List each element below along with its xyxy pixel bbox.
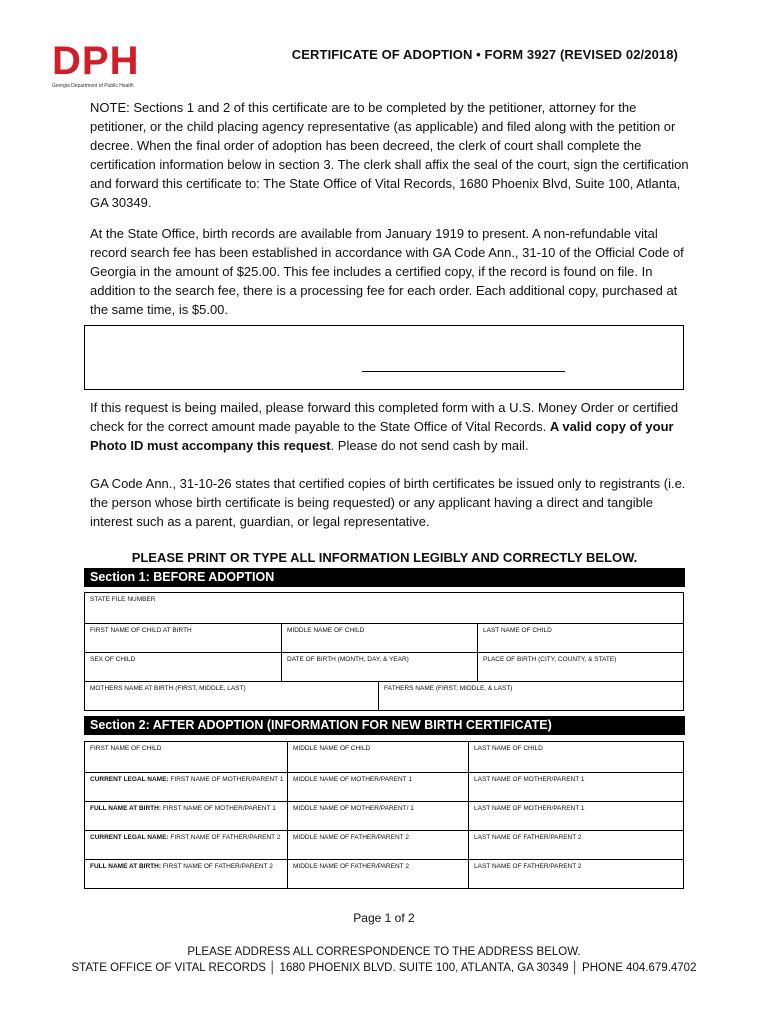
child-middle-name-field[interactable]: MIDDLE NAME OF CHILD [281,624,477,652]
table-row [85,652,683,681]
father-first-label: FIRST NAME OF FATHER/PARENT 2 [168,834,281,841]
child-first-name-field[interactable]: FIRST NAME OF CHILD AT BIRTH [90,627,192,634]
table-row [85,830,683,859]
logo-subtitle: Georgia Department of Public Health [52,83,134,89]
father-current-first-name-field[interactable] [85,831,287,859]
father-birth-middle-name-field[interactable]: MIDDLE NAME OF FATHER/PARENT 2 [287,860,468,888]
current-legal-name-label: CURRENT LEGAL NAME: [90,776,169,783]
section1-table [84,592,684,711]
father-current-middle-name-field[interactable]: MIDDLE NAME OF FATHER/PARENT 2 [287,831,468,859]
section1-header: Section 1: BEFORE ADOPTION [84,568,685,587]
new-child-middle-name-field[interactable]: MIDDLE NAME OF CHILD [287,742,468,772]
state-office-paragraph: At the State Office, birth records are available from January 1919 to present. A non-refundable vital record search fee has been established in accordance with GA Code Ann., 31-10 of the Official Code of Georgia in the amount of $25.00. This fee includes a certified copy, if the record is found on file. In addition to the search fee, there is a processing fee for each order. Each additional copy, purchased at the same time, is $5.00. [90,226,684,317]
form-title: CERTIFICATE OF ADOPTION • FORM 3927 (REVISED 02/2018) [291,47,678,62]
father-first-label: FIRST NAME OF FATHER/PARENT 2 [161,863,273,870]
signature-line [362,371,565,372]
full-name-at-birth-label: FULL NAME AT BIRTH: [90,805,162,812]
child-sex-field[interactable]: SEX OF CHILD [90,656,136,663]
table-row [85,859,683,888]
current-legal-name-label: CURRENT LEGAL NAME: [90,834,169,841]
section2-table [84,741,684,889]
mailing-paragraph [90,398,690,455]
print-instruction: PLEASE PRINT OR TYPE ALL INFORMATION LEGIBLY AND CORRECTLY BELOW. [131,550,638,565]
signature-box[interactable] [84,325,684,390]
table-row [85,742,683,772]
page-number: Page 1 of 2 [353,911,415,925]
full-name-at-birth-label: FULL NAME AT BIRTH: [90,863,162,870]
mother-birth-first-name-field[interactable] [85,802,287,830]
mother-current-middle-name-field[interactable]: MIDDLE NAME OF MOTHER/PARENT 1 [287,773,468,801]
mother-first-label: FIRST NAME OF MOTHER/PARENT 1 [161,805,276,812]
mailing-text-2: . Please do not send cash by mail. [330,438,529,453]
footer-correspondence: PLEASE ADDRESS ALL CORRESPONDENCE TO THE ADDRESS BELOW. [187,946,581,958]
date-of-birth-field[interactable]: DATE OF BIRTH (MONTH, DAY, & YEAR) [281,653,477,681]
table-row [85,772,683,801]
code-paragraph: GA Code Ann., 31-10-26 states that certified copies of birth certificates be issued only to registrants (i.e. the person whose birth certificate is being requested) or any applicant having a direct and tangible interest such as a parent, guardian, or legal representative. [90,476,686,529]
mailing-text-1: If this request is being mailed, please forward this completed form with a U.S. Money Order or certified check for the correct amount made payable to the State Office of Vital Records. [90,400,679,434]
mother-current-last-name-field[interactable]: LAST NAME OF MOTHER/PARENT 1 [468,773,683,801]
mother-current-first-name-field[interactable] [85,773,287,801]
father-birth-first-name-field[interactable] [85,860,287,888]
new-child-first-name-field[interactable]: FIRST NAME OF CHILD [90,745,162,752]
mother-birth-middle-name-field[interactable]: MIDDLE NAME OF MOTHER/PARENT/ 1 [287,802,468,830]
photo-id-notice: A valid copy of your Photo ID must accompany this request [90,419,674,453]
dph-logo [50,39,150,94]
fathers-name-field[interactable]: FATHERS NAME (FIRST, MIDDLE, & LAST) [378,682,683,710]
father-current-last-name-field[interactable]: LAST NAME OF FATHER/PARENT 2 [468,831,683,859]
table-row [85,681,683,710]
mothers-name-field[interactable]: MOTHERS NAME AT BIRTH (FIRST, MIDDLE, LAST) [90,685,246,692]
table-row [85,593,683,623]
table-row [85,801,683,830]
note-paragraph: NOTE: Sections 1 and 2 of this certificate are to be completed by the petitioner, attorney for the petitioner, or the child placing agency representative (as applicable) and filed along with the petition or decree. When the final order of adoption has been decreed, the clerk of court shall complete the certification information below in section 3. The clerk shall affix the seal of the court, sign the certification and forward this certificate to: The State Office of Vital Records, 1680 Phoenix Blvd, Suite 100, Atlanta, GA 30349. [90,100,689,210]
mother-first-label: FIRST NAME OF MOTHER/PARENT 1 [168,776,284,783]
new-child-last-name-field[interactable]: LAST NAME OF CHILD [468,742,683,772]
logo-text: DPH [52,39,140,83]
section2-header: Section 2: AFTER ADOPTION (INFORMATION FOR NEW BIRTH CERTIFICATE) [84,716,685,735]
child-last-name-field[interactable]: LAST NAME OF CHILD [477,624,683,652]
father-birth-last-name-field[interactable]: LAST NAME OF FATHER/PARENT 2 [468,860,683,888]
state-file-number-field[interactable]: STATE FILE NUMBER [90,596,156,603]
place-of-birth-field[interactable]: PLACE OF BIRTH (CITY, COUNTY, & STATE) [477,653,683,681]
table-row [85,623,683,652]
footer-address: STATE OFFICE OF VITAL RECORDS │ 1680 PHOENIX BLVD. SUITE 100, ATLANTA, GA 30349 │ PHONE 404.679.4702 [71,962,697,974]
mother-birth-last-name-field[interactable]: LAST NAME OF MOTHER/PARENT 1 [468,802,683,830]
